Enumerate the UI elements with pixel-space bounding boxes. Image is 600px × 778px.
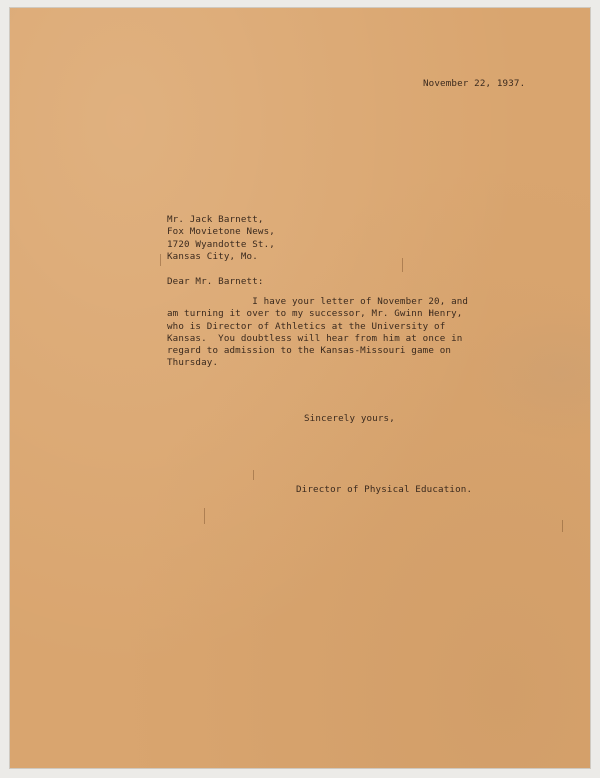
salutation: Dear Mr. Barnett: <box>167 276 264 287</box>
body-line: Thursday. <box>167 357 219 368</box>
body-line: I have your letter of November 20, and <box>167 296 469 307</box>
body-line: regard to admission to the Kansas-Missouri game on <box>167 345 452 356</box>
body-line: who is Director of Athletics at the University of <box>167 321 446 332</box>
paper-fleck <box>253 470 254 480</box>
body-line: am turning it over to my successor, Mr. Gwinn Henry, <box>167 308 463 319</box>
body-line: Kansas. You doubtless will hear from him at once in <box>167 333 463 344</box>
address-line: Kansas City, Mo. <box>167 251 258 262</box>
paper-fleck <box>160 254 161 266</box>
address-line: Fox Movietone News, <box>167 226 275 237</box>
address-line: Mr. Jack Barnett, <box>167 214 264 225</box>
letter-date: November 22, 1937. <box>423 78 526 89</box>
paper-fleck <box>562 520 563 532</box>
paper-fleck <box>402 258 403 272</box>
paper-fleck <box>204 508 205 524</box>
signature-title: Director of Physical Education. <box>296 484 473 495</box>
closing: Sincerely yours, <box>304 413 395 424</box>
address-line: 1720 Wyandotte St., <box>167 239 275 250</box>
letter-sheet <box>10 8 590 768</box>
